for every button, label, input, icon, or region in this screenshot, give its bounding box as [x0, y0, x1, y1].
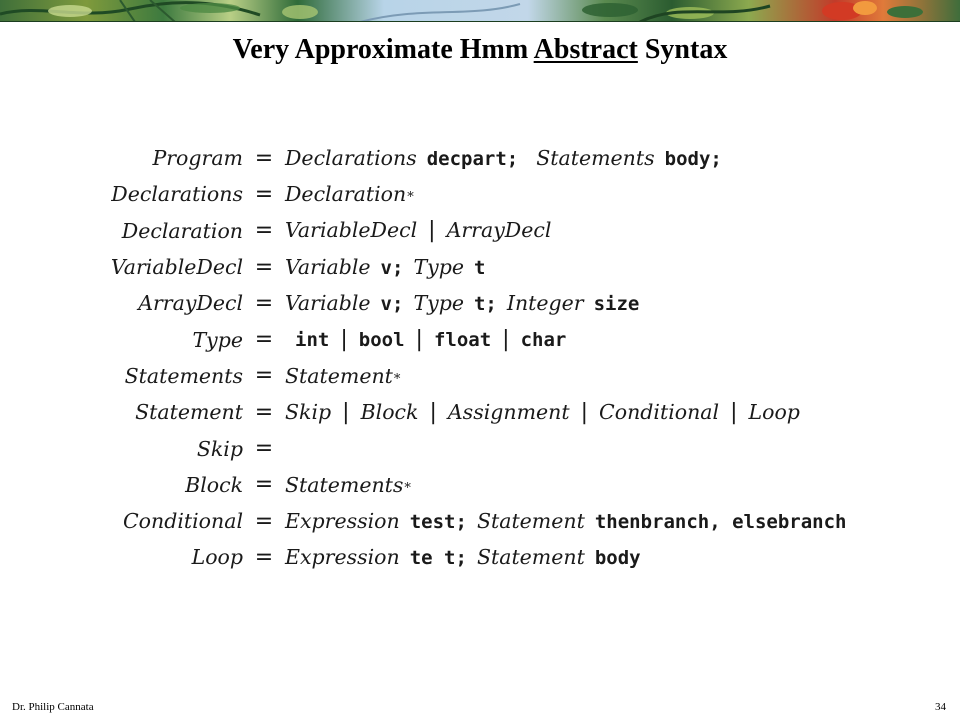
rule-lhs: Statement: [135, 400, 243, 425]
rule-rhs: [285, 400, 800, 425]
rhs-type: Statements: [536, 146, 655, 171]
rule-lhs: ArrayDecl: [138, 291, 243, 316]
page-number: 34: [935, 701, 946, 713]
rhs-type: Assignment: [447, 399, 570, 424]
rule-rhs: [285, 473, 411, 497]
rule-rhs: [285, 291, 639, 315]
rule-rhs: [285, 255, 485, 279]
rhs-type: Loop: [748, 399, 800, 424]
rule-rhs: [285, 509, 847, 533]
kleene-star: *: [407, 190, 414, 206]
alternative-bar: |: [580, 399, 589, 425]
rule-lhs: Conditional: [122, 509, 243, 534]
slide-title: [0, 34, 960, 66]
rule-rhs: [285, 146, 722, 170]
rhs-field: v;: [380, 257, 404, 280]
grammar-rule-program: [40, 140, 920, 176]
rhs-type: Statement: [285, 363, 393, 388]
rhs-type: Block: [360, 399, 419, 424]
grammar-rule-declarations: [40, 176, 920, 212]
kleene-star: *: [404, 480, 411, 496]
rule-lhs: Block: [185, 472, 243, 497]
rule-rhs: [285, 218, 551, 243]
equals-sign: =: [254, 363, 274, 389]
equals-sign: =: [254, 218, 274, 244]
rule-lhs: Skip: [196, 436, 243, 461]
equals-sign: =: [254, 290, 274, 316]
rhs-field: te t;: [409, 547, 467, 570]
alternative-bar: |: [415, 327, 423, 353]
type-keyword: char: [520, 329, 567, 352]
type-keyword: float: [433, 329, 492, 352]
type-keyword: bool: [358, 329, 405, 352]
grammar-rule-loop: [40, 539, 920, 575]
rhs-type: Type: [413, 291, 464, 316]
banner-decoration: [0, 0, 960, 22]
rule-lhs: Program: [152, 146, 243, 171]
equals-sign: =: [254, 544, 274, 570]
equals-sign: =: [254, 472, 274, 498]
title-underlined-word: Abstract: [533, 34, 638, 65]
equals-sign: =: [254, 181, 274, 207]
equals-sign: =: [254, 508, 274, 534]
rhs-type: Expression: [285, 545, 400, 570]
alternative-bar: |: [502, 327, 510, 353]
alternative-bar: |: [428, 218, 436, 244]
grammar-rule-statements: [40, 358, 920, 394]
rhs-type: Variable: [285, 291, 371, 316]
rhs-type: Declaration: [285, 182, 407, 207]
rhs-field: thenbranch, elsebranch: [594, 511, 847, 534]
rhs-type: Declarations: [285, 146, 417, 171]
rule-lhs: Statements: [124, 363, 243, 388]
equals-sign: =: [254, 145, 274, 171]
alternative-bar: |: [429, 399, 437, 425]
rule-lhs: Declaration: [121, 218, 243, 243]
footer-author: Dr. Philip Cannata: [12, 701, 94, 713]
rule-rhs: [285, 545, 641, 569]
alternative-bar: |: [730, 399, 738, 425]
rhs-field: body;: [664, 148, 722, 171]
equals-sign: =: [254, 436, 274, 462]
rule-lhs: VariableDecl: [110, 255, 243, 280]
rhs-type: Statement: [476, 545, 585, 570]
rhs-field: t: [473, 257, 486, 280]
rule-rhs: [285, 182, 414, 206]
grammar-rule-block: [40, 467, 920, 503]
alternative-bar: |: [342, 399, 350, 425]
grammar-rule-variabledecl: [40, 249, 920, 285]
rhs-type: Skip: [285, 399, 332, 424]
rule-rhs: [285, 364, 400, 388]
type-keyword: int: [295, 329, 330, 352]
kleene-star: *: [393, 371, 401, 387]
rule-rhs: [285, 327, 566, 352]
rhs-type: Statement: [476, 509, 585, 534]
title-part-2: Syntax: [637, 34, 728, 65]
rule-lhs: Loop: [191, 545, 243, 570]
rhs-type: Conditional: [599, 399, 720, 424]
rhs-type: Integer: [506, 291, 584, 316]
title-part-1: Very Approximate Hmm: [232, 34, 534, 65]
rhs-type: Expression: [285, 509, 400, 534]
grammar-rule-type: [40, 321, 920, 357]
grammar-rule-statement: [40, 394, 920, 430]
rhs-field: v;: [380, 293, 404, 316]
rhs-type: Variable: [285, 255, 371, 280]
rhs-field: size: [593, 293, 640, 316]
rhs-type: Statements: [285, 472, 404, 497]
rhs-type: ArrayDecl: [446, 218, 552, 243]
alternative-bar: |: [340, 327, 348, 353]
rhs-type: Type: [413, 255, 464, 280]
rhs-field: t;: [473, 293, 497, 316]
rhs-field: test;: [409, 511, 467, 534]
rhs-type: VariableDecl: [285, 218, 418, 243]
equals-sign: =: [254, 254, 274, 280]
rule-lhs: Declarations: [111, 182, 243, 207]
grammar-rule-skip: [40, 430, 920, 466]
equals-sign: =: [254, 399, 274, 425]
abstract-syntax-grammar: [40, 140, 920, 576]
equals-sign: =: [254, 327, 274, 353]
rhs-field: body: [594, 547, 641, 570]
grammar-rule-conditional: [40, 503, 920, 539]
rhs-field: decpart;: [426, 148, 519, 171]
rule-lhs: Type: [192, 327, 243, 352]
stained-glass-banner: [0, 0, 960, 22]
grammar-rule-arraydecl: [40, 285, 920, 321]
grammar-rule-declaration: [40, 213, 920, 249]
